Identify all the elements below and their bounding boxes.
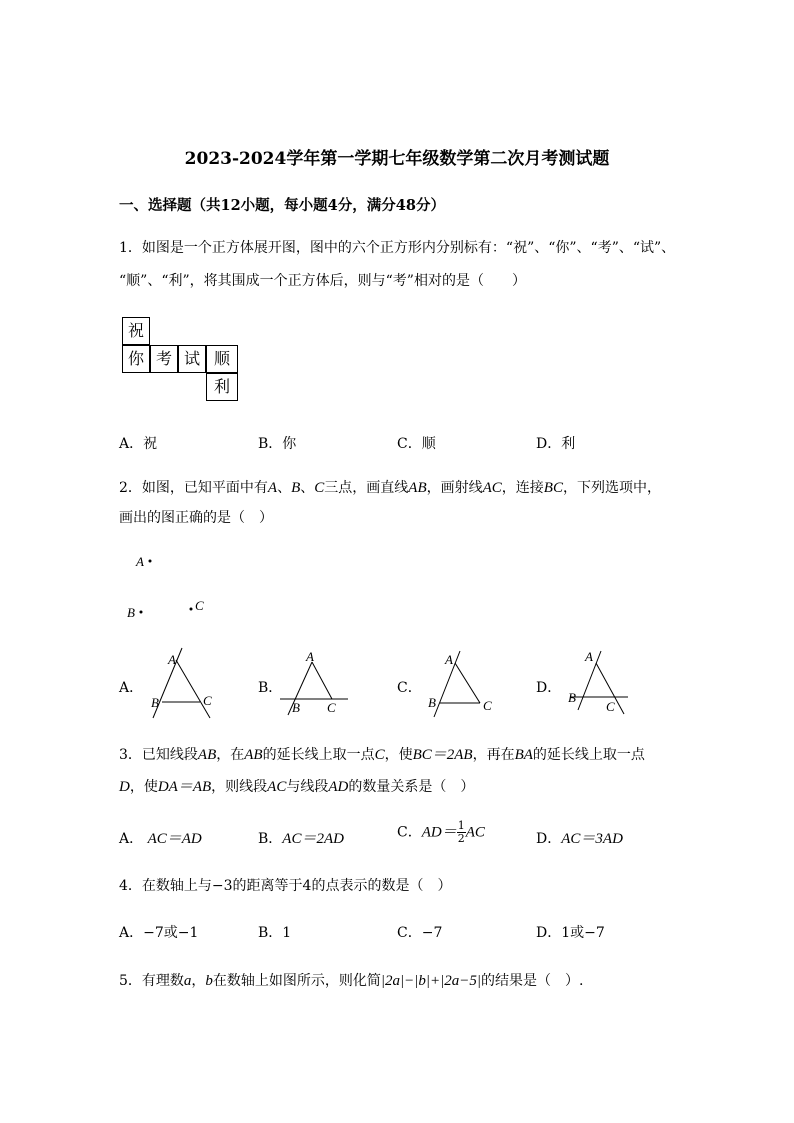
section-heading: 一、选择题（共12小题，每小题4分，满分48分） xyxy=(119,197,445,214)
fig-c-label-c: C xyxy=(483,698,492,713)
question-3-option-b: B．AC＝2AD xyxy=(258,831,344,847)
option-b-figure xyxy=(280,662,348,715)
question-2-line-1: 2．如图，已知平面中有A、B、C三点，画直线AB，画射线AC，连接BC，下列选项中， xyxy=(119,480,661,496)
question-3-line-1: 3．已知线段AB，在AB的延长线上取一点C，使BC＝2AB，再在BA的延长线上取一点 xyxy=(119,747,645,763)
question-1-option-b: B．你 xyxy=(258,436,297,452)
option-d-figure xyxy=(570,651,628,714)
question-3-option-a: A． AC＝AD xyxy=(119,831,202,847)
fig-b-label-a: A xyxy=(306,649,314,664)
question-2-option-a: A． xyxy=(119,680,144,696)
question-4-option-b: B．1 xyxy=(258,925,292,941)
point-b xyxy=(140,611,143,614)
option-c-figure xyxy=(434,651,480,717)
question-2-option-c: C． xyxy=(397,680,422,696)
question-1-option-a: A．祝 xyxy=(119,436,158,452)
fig-c-label-b: B xyxy=(428,695,436,710)
fig-d-label-b: B xyxy=(568,690,576,705)
net-cell: 考 xyxy=(150,345,178,373)
given-points-figure xyxy=(127,554,204,620)
page-title: 2023-2024学年第一学期七年级数学第二次月考测试题 xyxy=(184,149,610,169)
fig-a-label-b: B xyxy=(151,695,159,710)
fig-a-label-c: C xyxy=(203,693,212,708)
fig-c-label-a: A xyxy=(445,652,453,667)
net-cell: 你 xyxy=(122,345,150,373)
fig-b-label-b: B xyxy=(292,700,300,715)
question-2-option-b: B． xyxy=(258,680,283,696)
point-a-label: A xyxy=(136,554,144,569)
question-4-text: 4．在数轴上与−3的距离等于4的点表示的数是（ ） xyxy=(119,878,452,894)
net-cell: 试 xyxy=(178,345,206,373)
point-c-label: C xyxy=(195,598,204,613)
question-1-option-c: C．顺 xyxy=(397,436,436,452)
question-4-option-d: D．1或−7 xyxy=(536,925,605,941)
point-a xyxy=(149,560,152,563)
fraction-one-half: $\frac{1}{2}$ xyxy=(457,819,465,845)
question-1-option-d: D．利 xyxy=(536,436,576,452)
question-4-option-a: A．−7或−1 xyxy=(119,925,199,941)
question-1-line-2: “顺”、“利”，将其围成一个正方体后，则与“考”相对的是（ ） xyxy=(119,273,526,289)
fig-a-label-a: A xyxy=(168,652,176,667)
question-2-option-d: D． xyxy=(536,680,562,696)
question-2-line-2: 画出的图正确的是（ ） xyxy=(119,510,273,526)
absolute-value-expression: |2a|−|b|+|2a−5| xyxy=(380,973,482,989)
question-4-option-c: C．−7 xyxy=(397,925,443,941)
question-3-option-d: D．AC＝3AD xyxy=(536,831,623,847)
net-cell: 顺 xyxy=(206,345,238,373)
point-b-label: B xyxy=(127,605,135,620)
question-3-line-2: D，使DA＝AB，则线段AC与线段AD的数量关系是（ ） xyxy=(119,779,475,795)
option-a-figure xyxy=(153,648,210,718)
question-5-text: 5．有理数a，b在数轴上如图所示，则化简|2a|−|b|+|2a−5|的结果是（ ）. xyxy=(119,973,584,989)
fig-d-label-a: A xyxy=(585,649,593,664)
fig-b-label-c: C xyxy=(327,700,336,715)
fig-d-label-c: C xyxy=(606,699,615,714)
net-cell: 利 xyxy=(206,373,238,401)
question-1-line-1: 1．如图是一个正方体展开图，图中的六个正方形内分别标有：“祝”、“你”、“考”、“试”、 xyxy=(119,240,676,256)
question-3-option-c: C．AD＝ $\frac{1}{2}$ AC xyxy=(397,819,485,845)
net-cell: 祝 xyxy=(122,317,150,345)
point-c xyxy=(190,608,193,611)
